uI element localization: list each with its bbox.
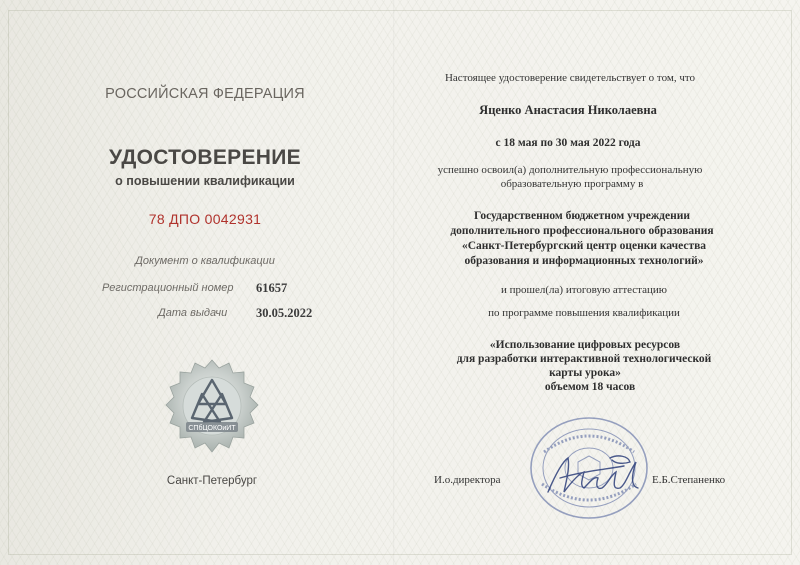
country-name: РОССИЙСКАЯ ФЕДЕРАЦИЯ (105, 86, 305, 102)
intro-text: Настоящее удостоверение свидетельствует о том, что (444, 72, 696, 84)
document-subtitle: о повышении квалификации (115, 174, 295, 188)
program-hours: объемом 18 часов (544, 381, 636, 393)
program-title-line2: для разработки интерактивной технологической (456, 353, 712, 365)
signatory-position: И.о.директора (434, 474, 501, 486)
issue-date-value: 30.05.2022 (256, 306, 313, 320)
study-period: с 18 мая по 30 мая 2022 года (495, 137, 641, 149)
serial-number: 78 ДПО 0042931 (148, 211, 262, 227)
program-type-text: по программе повышения квалификации (488, 307, 680, 319)
registration-number-label: Регистрационный номер (102, 282, 234, 294)
director-name: Е.Б.Степаненко (652, 474, 726, 486)
program-title-line1: «Использование цифровых ресурсов (489, 339, 681, 351)
director-signature-icon (540, 448, 645, 504)
organization-line1: Государственном бюджетном учреждении (474, 210, 690, 222)
program-title-line3: карты урока» (549, 367, 621, 379)
document-title: УДОСТОВЕРЕНИЕ (109, 146, 301, 169)
registration-number-value: 61657 (256, 281, 288, 295)
organization-line2: дополнительного профессионального образования (450, 225, 714, 237)
mastered-text-line1: успешно освоил(а) дополнительную профессиональную (437, 164, 703, 176)
recipient-name: Яценко Анастасия Николаевна (479, 103, 657, 117)
document-type-label: Документ о квалификации (135, 255, 275, 267)
hologram-seal-icon (164, 358, 260, 454)
center-fold (393, 0, 395, 565)
hologram-label: СПбЦОКОиИТ (188, 425, 236, 432)
organization-line4: образования и информационных технологий» (464, 255, 704, 267)
mastered-text-line2: образовательную программу в (500, 178, 644, 190)
city-name: Санкт-Петербург (166, 475, 258, 487)
organization-line3: «Санкт-Петербургский центр оценки качества (461, 240, 707, 252)
attestation-text: и прошел(ла) итоговую аттестацию (501, 284, 667, 296)
issue-date-label: Дата выдачи (158, 307, 228, 319)
